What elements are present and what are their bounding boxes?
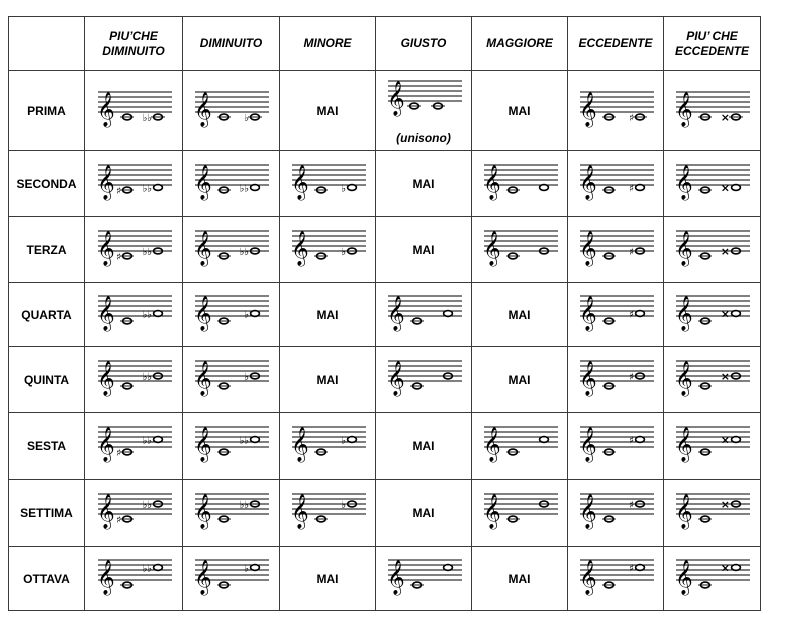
interval-cell: [183, 413, 280, 480]
header-corner: [9, 17, 85, 71]
music-staff: [92, 84, 176, 138]
accidental-double-flat-icon: ♭♭: [142, 435, 152, 447]
interval-row-terza: [9, 217, 761, 283]
interval-cell: [85, 547, 183, 611]
interval-cell: [664, 480, 761, 547]
header-line: PIU’ CHE: [686, 28, 738, 43]
never-cell: [280, 71, 376, 151]
interval-cell: [664, 283, 761, 347]
interval-cell: [664, 151, 761, 217]
treble-clef-icon: 𝄞: [482, 427, 501, 462]
music-staff: [189, 552, 273, 606]
music-staff: [478, 419, 562, 473]
note-high: [443, 564, 452, 570]
treble-clef-icon: 𝄞: [96, 360, 115, 396]
header-diminuito: [183, 17, 280, 71]
music-staff: [189, 353, 273, 407]
music-staff: [670, 157, 754, 211]
accidental-sharp-icon: ♯: [628, 183, 634, 194]
treble-clef-icon: 𝄞: [578, 164, 597, 200]
music-staff: [286, 486, 370, 540]
treble-clef-icon: 𝄞: [578, 295, 597, 331]
never-label: MAI: [316, 307, 339, 322]
accidental-double-sharp-icon: ×: [720, 307, 730, 320]
header-piu-che-diminuito: [85, 17, 183, 71]
accidental-sharp-icon: ♯: [628, 246, 634, 258]
treble-clef-icon: 𝄞: [194, 295, 212, 331]
never-cell: [472, 547, 568, 611]
accidental-double-flat-icon: ♭♭: [142, 563, 152, 574]
interval-row-settima: [9, 480, 761, 547]
interval-cell: [568, 217, 664, 283]
accidental-sharp-icon: ♯: [628, 112, 634, 124]
interval-cell: [183, 151, 280, 217]
music-staff: [382, 552, 466, 606]
never-cell: [280, 283, 376, 347]
header-giusto: [376, 17, 472, 71]
interval-cell: [183, 71, 280, 151]
interval-cell: [376, 283, 472, 347]
accidental-flat-icon: ♭: [244, 112, 249, 124]
interval-cell: [280, 413, 376, 480]
accidental-double-sharp-icon: ×: [720, 433, 730, 447]
music-staff: [189, 157, 273, 211]
row-label: OTTAVA: [9, 547, 85, 611]
interval-cell: [664, 547, 761, 611]
music-staff: [189, 288, 273, 342]
never-cell: [376, 413, 472, 480]
note-high: [732, 184, 741, 190]
music-staff: [382, 288, 466, 342]
music-staff: [92, 353, 176, 407]
treble-clef-icon: 𝄞: [96, 91, 115, 127]
interval-cell: [85, 217, 183, 283]
interval-cell: [568, 413, 664, 480]
treble-clef-icon: 𝄞: [675, 427, 693, 462]
never-label: MAI: [316, 571, 339, 586]
music-staff: [382, 73, 466, 127]
treble-clef-icon: 𝄞: [578, 360, 597, 396]
music-staff: [92, 288, 176, 342]
music-staff: [574, 419, 658, 473]
never-cell: [376, 151, 472, 217]
music-staff: [189, 84, 273, 138]
music-staff: [286, 157, 370, 211]
interval-cell: [664, 413, 761, 480]
music-staff: [92, 419, 176, 473]
accidental-flat-icon: ♭: [244, 309, 249, 320]
accidental-double-sharp-icon: ×: [720, 498, 730, 511]
never-cell: [376, 480, 472, 547]
interval-cell: [183, 217, 280, 283]
header-line: DIMINUITO: [102, 43, 165, 58]
accidental-sharp-icon: ♯: [115, 185, 121, 197]
music-staff: [670, 353, 754, 407]
treble-clef-icon: 𝄞: [386, 360, 405, 396]
interval-cell: [280, 151, 376, 217]
interval-cell: [568, 547, 664, 611]
accidental-double-flat-icon: ♭♭: [239, 500, 249, 511]
header-maggiore: [472, 17, 568, 71]
intervals-table: [8, 16, 761, 611]
note-high: [251, 437, 260, 443]
treble-clef-icon: 𝄞: [194, 164, 212, 200]
accidental-double-sharp-icon: ×: [720, 369, 730, 383]
accidental-flat-icon: ♭: [244, 563, 249, 574]
accidental-double-flat-icon: ♭♭: [142, 246, 152, 258]
row-label: QUINTA: [9, 347, 85, 413]
interval-cell: [183, 283, 280, 347]
accidental-sharp-icon: ♯: [115, 515, 121, 526]
never-cell: [472, 347, 568, 413]
treble-clef-icon: 𝄞: [675, 360, 693, 396]
never-label: MAI: [508, 372, 531, 387]
row-label: SETTIMA: [9, 480, 85, 547]
accidental-sharp-icon: ♯: [628, 371, 634, 383]
music-staff: [92, 552, 176, 606]
music-staff: [670, 223, 754, 277]
never-cell: [280, 547, 376, 611]
music-staff: [574, 84, 658, 138]
accidental-flat-icon: ♭: [244, 371, 249, 383]
note-high: [635, 184, 644, 190]
treble-clef-icon: 𝄞: [386, 559, 405, 595]
treble-clef-icon: 𝄞: [675, 559, 693, 595]
intervals-body: [9, 71, 761, 611]
treble-clef-icon: 𝄞: [96, 559, 115, 595]
note-high: [153, 184, 162, 190]
accidental-sharp-icon: ♯: [628, 435, 634, 447]
note-high: [443, 310, 452, 316]
music-staff: [478, 157, 562, 211]
interval-cell: [183, 480, 280, 547]
never-cell: [376, 217, 472, 283]
accidental-flat-icon: ♭: [340, 435, 346, 447]
note-high: [732, 310, 741, 316]
interval-cell: [280, 217, 376, 283]
accidental-sharp-icon: ♯: [115, 251, 121, 263]
header-line: GIUSTO: [400, 36, 447, 50]
treble-clef-icon: 𝄞: [290, 494, 309, 529]
treble-clef-icon: 𝄞: [96, 230, 115, 266]
treble-clef-icon: 𝄞: [675, 295, 693, 331]
note-high: [635, 564, 644, 570]
note-high: [635, 310, 644, 316]
never-cell: [472, 283, 568, 347]
interval-cell: [85, 347, 183, 413]
treble-clef-icon: 𝄞: [578, 494, 597, 529]
treble-clef-icon: 𝄞: [96, 427, 115, 462]
note-high: [347, 184, 356, 190]
header-line: DIMINUITO: [199, 36, 263, 50]
unison-label: (unisono): [396, 131, 451, 145]
accidental-sharp-icon: ♯: [628, 563, 634, 574]
accidental-double-flat-icon: ♭♭: [142, 371, 152, 383]
music-staff: [92, 157, 176, 211]
music-staff: [574, 353, 658, 407]
treble-clef-icon: 𝄞: [578, 91, 597, 127]
music-staff: [670, 552, 754, 606]
row-label: SECONDA: [9, 151, 85, 217]
row-label: QUARTA: [9, 283, 85, 347]
treble-clef-icon: 𝄞: [96, 164, 115, 200]
accidental-double-flat-icon: ♭♭: [142, 112, 152, 124]
treble-clef-icon: 𝄞: [482, 164, 501, 200]
music-staff: [189, 486, 273, 540]
interval-row-prima: [9, 71, 761, 151]
accidental-sharp-icon: ♯: [628, 309, 634, 320]
header-line: ECCEDENTE: [674, 43, 749, 58]
header-line: MINORE: [303, 36, 352, 50]
treble-clef-icon: 𝄞: [578, 559, 597, 595]
treble-clef-icon: 𝄞: [386, 81, 405, 116]
interval-cell: [472, 480, 568, 547]
accidental-double-flat-icon: ♭♭: [239, 183, 249, 194]
treble-clef-icon: 𝄞: [675, 91, 693, 127]
accidental-double-flat-icon: ♭♭: [239, 435, 249, 447]
interval-cell: [664, 71, 761, 151]
accidental-double-flat-icon: ♭♭: [142, 183, 152, 194]
interval-row-quarta: [9, 283, 761, 347]
treble-clef-icon: 𝄞: [194, 360, 212, 396]
note-high: [153, 564, 162, 570]
accidental-flat-icon: ♭: [340, 500, 346, 511]
note-high: [251, 184, 260, 190]
interval-cell: [85, 413, 183, 480]
accidental-double-sharp-icon: ×: [720, 181, 730, 194]
music-staff: [286, 419, 370, 473]
never-label: MAI: [508, 571, 531, 586]
never-cell: [472, 71, 568, 151]
unison-cell-wrap: [376, 73, 471, 150]
treble-clef-icon: 𝄞: [96, 295, 115, 331]
music-staff: [574, 552, 658, 606]
interval-row-seconda: [9, 151, 761, 217]
never-label: MAI: [412, 242, 435, 257]
treble-clef-icon: 𝄞: [675, 164, 693, 200]
treble-clef-icon: 𝄞: [578, 427, 597, 462]
header-line: PIU’CHE: [109, 28, 158, 43]
note-high: [539, 437, 548, 443]
interval-cell: [664, 347, 761, 413]
header-row: [9, 17, 761, 71]
music-staff: [574, 157, 658, 211]
music-staff: [670, 486, 754, 540]
interval-cell: [568, 283, 664, 347]
never-cell: [280, 347, 376, 413]
interval-cell: [568, 480, 664, 547]
music-staff: [382, 353, 466, 407]
treble-clef-icon: 𝄞: [578, 230, 597, 266]
never-label: MAI: [316, 103, 339, 118]
note-high: [732, 437, 741, 443]
interval-cell: [376, 547, 472, 611]
note-high: [732, 564, 741, 570]
header-piu-che-eccedente: [664, 17, 761, 71]
treble-clef-icon: 𝄞: [290, 164, 309, 200]
interval-row-quinta: [9, 347, 761, 413]
treble-clef-icon: 𝄞: [194, 559, 212, 595]
never-label: MAI: [508, 103, 531, 118]
interval-cell: [472, 413, 568, 480]
note-high: [153, 437, 162, 443]
accidental-double-flat-icon: ♭♭: [239, 246, 249, 258]
never-label: MAI: [412, 506, 435, 520]
music-staff: [574, 223, 658, 277]
interval-cell: [280, 480, 376, 547]
never-label: MAI: [508, 307, 531, 322]
accidental-sharp-icon: ♯: [115, 448, 121, 459]
music-staff: [189, 419, 273, 473]
treble-clef-icon: 𝄞: [194, 427, 212, 462]
interval-cell: [85, 151, 183, 217]
note-high: [635, 437, 644, 443]
note-high: [347, 437, 356, 443]
row-label: PRIMA: [9, 71, 85, 151]
interval-cell: [85, 283, 183, 347]
interval-cell: [183, 347, 280, 413]
treble-clef-icon: 𝄞: [194, 230, 212, 266]
interval-cell: [472, 217, 568, 283]
music-staff: [670, 84, 754, 138]
treble-clef-icon: 𝄞: [482, 494, 501, 529]
header-line: ECCEDENTE: [578, 36, 653, 50]
music-staff: [574, 288, 658, 342]
interval-cell: [568, 71, 664, 151]
accidental-double-sharp-icon: ×: [720, 244, 730, 258]
row-label: TERZA: [9, 217, 85, 283]
interval-cell: [664, 217, 761, 283]
interval-cell: [376, 347, 472, 413]
never-label: MAI: [412, 176, 435, 191]
treble-clef-icon: 𝄞: [194, 494, 212, 529]
music-staff: [478, 486, 562, 540]
music-staff: [189, 223, 273, 277]
interval-cell: [568, 347, 664, 413]
row-label: SESTA: [9, 413, 85, 480]
accidental-double-sharp-icon: ×: [720, 561, 730, 574]
interval-cell: [376, 71, 472, 151]
note-high: [539, 184, 548, 190]
note-high: [251, 310, 260, 316]
accidental-flat-icon: ♭: [340, 246, 346, 258]
music-staff: [92, 486, 176, 540]
music-staff: [286, 223, 370, 277]
accidental-sharp-icon: ♯: [628, 500, 634, 511]
interval-cell: [85, 71, 183, 151]
music-staff: [574, 486, 658, 540]
treble-clef-icon: 𝄞: [290, 427, 309, 462]
treble-clef-icon: 𝄞: [96, 494, 115, 529]
music-staff: [670, 288, 754, 342]
treble-clef-icon: 𝄞: [675, 230, 693, 266]
interval-cell: [568, 151, 664, 217]
interval-row-sesta: [9, 413, 761, 480]
never-label: MAI: [316, 372, 339, 387]
interval-cell: [85, 480, 183, 547]
interval-cell: [183, 547, 280, 611]
treble-clef-icon: 𝄞: [290, 230, 309, 266]
never-label: MAI: [412, 439, 435, 453]
music-staff: [478, 223, 562, 277]
treble-clef-icon: 𝄞: [386, 295, 405, 331]
accidental-double-flat-icon: ♭♭: [142, 309, 152, 320]
note-high: [251, 564, 260, 570]
music-staff: [92, 223, 176, 277]
accidental-double-sharp-icon: ×: [720, 110, 730, 124]
header-eccedente: [568, 17, 664, 71]
accidental-flat-icon: ♭: [340, 183, 346, 194]
treble-clef-icon: 𝄞: [194, 91, 212, 127]
treble-clef-icon: 𝄞: [482, 230, 501, 266]
interval-cell: [472, 151, 568, 217]
treble-clef-icon: 𝄞: [675, 494, 693, 529]
accidental-double-flat-icon: ♭♭: [142, 500, 152, 511]
interval-row-ottava: [9, 547, 761, 611]
header-minore: [280, 17, 376, 71]
music-staff: [670, 419, 754, 473]
note-high: [153, 310, 162, 316]
header-line: MAGGIORE: [486, 36, 553, 50]
